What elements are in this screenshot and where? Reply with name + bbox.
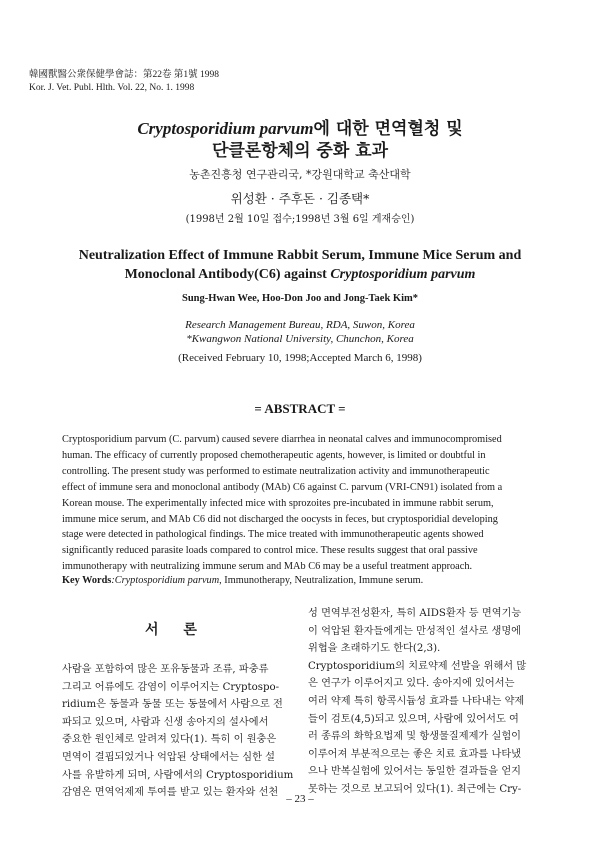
korean-affiliation: 농촌진흥청 연구관리국, *강원대학교 축산대학: [189, 168, 411, 181]
abstract-text: [62, 432, 547, 575]
journal-english: Kor. J. Vet. Publ. Hlth. Vol. 22, No. 1. 1998: [29, 83, 195, 93]
body-right-column: [308, 605, 548, 799]
english-affiliation-1: Research Management Bureau, RDA, Suwon, Korea: [185, 319, 415, 331]
korean-title-line1: 에 대한 면역혈청 및: [313, 119, 463, 139]
korean-authors: 위성환 · 주후돈 · 김종택*: [230, 191, 370, 206]
abstract-line: stage were detected in pathological findings. The mice treated with immunotherapeutic agents showed: [62, 529, 484, 541]
body-line: 러 종류의 화학요법제 및 항생물질제제가 실험이: [308, 731, 522, 743]
english-title-organism: Cryptosporidium parvum: [330, 267, 476, 282]
body-line: 으나 반복실험에 있어서는 동일한 결과들을 얻지: [308, 766, 522, 778]
abstract-line: controlling. The present study was performed to estimate neutralization activity and immunotherapeutic: [62, 465, 490, 477]
english-title-line1: Neutralization Effect of Immune Rabbit Serum, Immune Mice Serum and: [78, 248, 522, 263]
korean-title: [0, 118, 600, 162]
abstract-line: effect of immune sera and monoclonal antibody (MAb) C6 against C. parvum (VRI-CN91) isolated from a: [62, 481, 503, 493]
english-title-line2: Monoclonal Antibody(C6) against: [124, 267, 331, 282]
body-right-text: [308, 605, 548, 799]
body-line: 면역이 결핍되었거나 억압된 상태에서는 심한 설: [62, 751, 276, 763]
abstract-line: human. The efficacy of currently proposed chemotherapeutic agents, however, is limited or doubtful in: [62, 449, 486, 461]
abstract-line: Cryptosporidium parvum (C. parvum) caused severe diarrhea in neonatal calves and immunocompromised: [62, 434, 502, 445]
english-title: [30, 246, 570, 284]
body-line: 감염은 면역억제제 투여를 받고 있는 환자와 선천: [62, 787, 279, 799]
abstract-heading: = ABSTRACT =: [254, 401, 346, 416]
body-line: 파되고 있으며, 사람과 신생 송아지의 설사에서: [62, 716, 269, 728]
abstract-line: significantly reduced parasite loads compared to control mice. These results suggest that oral passive: [62, 545, 478, 557]
body-line: 위협을 초래하기도 한다(2,3).: [308, 643, 441, 655]
keywords-organism: :Cryptosporidium parvum: [111, 575, 220, 586]
body-line: 이 억압된 환자들에게는 만성적인 설사로 생명에: [308, 625, 522, 637]
keywords: [62, 575, 423, 586]
keywords-list: , Immunotherapy, Neutralization, Immune serum.: [219, 575, 424, 586]
english-authors: Sung-Hwan Wee, Hoo-Don Joo and Jong-Taek Kim*: [181, 293, 418, 304]
body-line: Cryptosporidium의 치료약제 선발을 위해서 많: [308, 660, 527, 672]
body-line: 사를 유발하게 되며, 사람에서의 Cryptosporidium: [62, 769, 294, 781]
body-line: 사람을 포함하여 많은 포유동물과 조류, 파충류: [62, 664, 269, 675]
abstract-line: immunotherapy with neutralizing immune serum and MAb C6 may be a useful treatment approach.: [62, 561, 473, 573]
abstract-line: Korean mouse. The experimentally infected mice with sprozoites pre-incubated in immune rabbit serum,: [62, 497, 494, 509]
body-line: 여러 약제 특히 항콕시듐성 효과를 나타내는 약제: [308, 695, 525, 707]
journal-header: [29, 69, 219, 95]
korean-dates: (1998년 2월 10일 접수;1998년 3월 6일 게재승인): [185, 214, 415, 225]
body-line: 들이 검토(4,5)되고 있으며, 사람에 있어서도 여: [308, 713, 519, 725]
body-line: 이루어져 부분적으로는 좋은 치료 효과를 나타냈: [308, 748, 522, 760]
body-line: 중요한 원인체로 알려져 있다(1). 특히 이 원충은: [62, 734, 277, 746]
body-left-column: [62, 605, 294, 802]
body-line: ridium은 동물과 동물 또는 동물에서 사람으로 전: [62, 699, 283, 711]
english-dates: (Received February 10, 1998;Accepted March 6, 1998): [178, 352, 422, 364]
journal-korean: 韓國獸醫公衆保健學會誌：第22卷 第1號 1998: [29, 70, 220, 80]
body-line: 못하는 것으로 보고되어 있다(1). 최근에는 Cry-: [308, 783, 522, 795]
korean-title-line2: 단클론항체의 중화 효과: [211, 141, 389, 161]
korean-title-organism: Cryptosporidium parvum: [137, 119, 314, 138]
body-line: 성 면역부전성환자, 특히 AIDS환자 등 면역기능: [308, 608, 522, 619]
english-affiliations: [0, 318, 600, 346]
body-line: 은 연구가 이루어지고 있다. 송아지에 있어서는: [308, 678, 515, 690]
keywords-label: Key Words: [62, 575, 112, 586]
abstract-line: immune mice serum, and MAb C6 did not discharged the oocysts in feces, but cryptosporidial developing: [62, 513, 498, 525]
section-heading-introduction: 서 론: [145, 622, 207, 638]
body-line: 그리고 어류에도 감염이 이루어지는 Cryptospo-: [62, 681, 280, 693]
body-left-text: [62, 661, 294, 802]
english-affiliation-2: *Kwangwon National University, Chunchon, Korea: [186, 333, 414, 345]
page-number: – 23 –: [286, 793, 314, 805]
